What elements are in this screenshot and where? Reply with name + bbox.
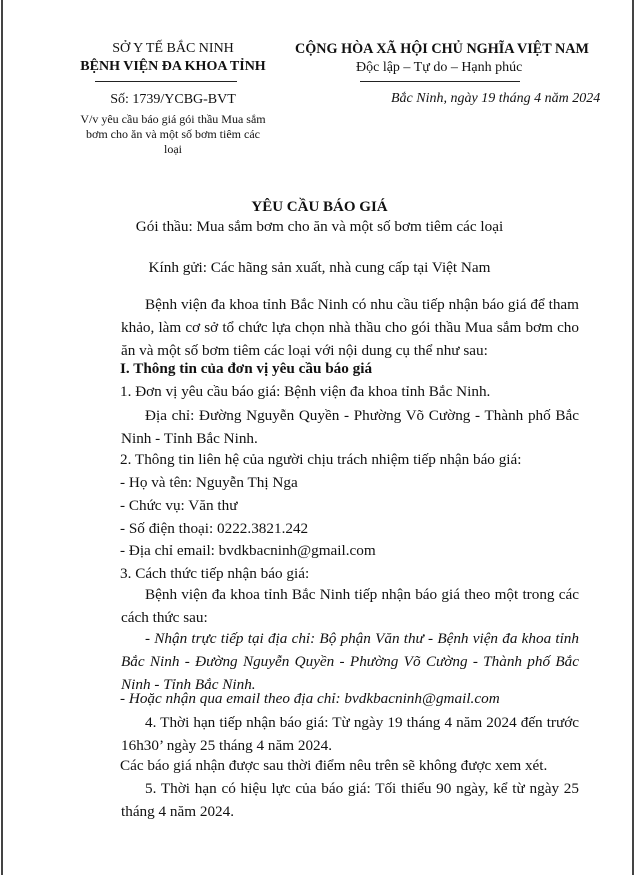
agency-parent: SỞ Y TẾ BẮC NINH <box>112 41 234 56</box>
motto-underline <box>360 81 520 82</box>
item-5: 5. Thời hạn có hiệu lực của báo giá: Tối thiểu 90 ngày, kể từ ngày 25 tháng 4 năm 2024. <box>121 780 579 820</box>
item-4-note: Các báo giá nhận được sau thời điểm nêu trên sẽ không được xem xét. <box>120 757 548 774</box>
intro-paragraph: Bệnh viện đa khoa tỉnh Bắc Ninh có nhu cầu tiếp nhận báo giá để tham khảo, làm cơ sở tổ chức lựa chọn nhà thầu cho gói thầu Mua sắm bơm cho ăn và một số bơm tiêm các loại với nội dung cụ thể như sau: <box>121 296 579 359</box>
subject-line-2: bơm cho ăn và một số bơm tiêm các <box>86 127 260 141</box>
contact-phone: - Số điện thoại: 0222.3821.242 <box>120 520 309 537</box>
national-title: CỘNG HÒA XÃ HỘI CHỦ NGHĨA VIỆT NAM <box>295 41 589 57</box>
contact-email: - Địa chỉ email: bvdkbacninh@gmail.com <box>120 542 376 559</box>
date-place: Bắc Ninh, ngày 19 tháng 4 năm 2024 <box>391 91 601 106</box>
subject-line-1: V/v yêu cầu báo giá gói thầu Mua sắm <box>80 112 266 126</box>
contact-position: - Chức vụ: Văn thư <box>120 497 238 514</box>
section-1-heading: I. Thông tin của đơn vị yêu cầu báo giá <box>120 360 373 377</box>
contact-name: - Họ và tên: Nguyễn Thị Nga <box>120 474 298 491</box>
recipient: Kính gửi: Các hãng sản xuất, nhà cung cấp tại Việt Nam <box>148 259 491 276</box>
agency-underline <box>95 81 237 82</box>
item-4: 4. Thời hạn tiếp nhận báo giá: Từ ngày 19 tháng 4 năm 2024 đến trước 16h30’ ngày 25 tháng 4 năm 2024. <box>121 714 579 754</box>
item-2: 2. Thông tin liên hệ của người chịu trách nhiệm tiếp nhận báo giá: <box>120 451 522 468</box>
item-1: 1. Đơn vị yêu cầu báo giá: Bệnh viện đa khoa tỉnh Bắc Ninh. <box>120 383 491 400</box>
agency-name: BỆNH VIỆN ĐA KHOA TỈNH <box>80 59 266 74</box>
method-direct: - Nhận trực tiếp tại địa chỉ: Bộ phận Văn thư - Bệnh viện đa khoa tỉnh Bắc Ninh - Đường Nguyễn Quyền - Phường Võ Cường - Thành phố Bắc Ninh - Tỉnh Bắc Ninh. <box>121 630 579 693</box>
national-motto: Độc lập – Tự do – Hạnh phúc <box>356 60 523 75</box>
document-page <box>1 0 634 875</box>
item-3-description: Bệnh viện đa khoa tỉnh Bắc Ninh tiếp nhận báo giá theo một trong các cách thức sau: <box>121 586 579 626</box>
item-3: 3. Cách thức tiếp nhận báo giá: <box>120 565 310 582</box>
package-name: Gói thầu: Mua sắm bơm cho ăn và một số bơm tiêm các loại <box>135 218 504 235</box>
subject-line-3: loại <box>164 142 182 156</box>
doc-title: YÊU CẦU BÁO GIÁ <box>251 199 388 215</box>
method-email: - Hoặc nhận qua email theo địa chỉ: bvdkbacninh@gmail.com <box>120 690 500 707</box>
address: Địa chỉ: Đường Nguyễn Quyền - Phường Võ Cường - Thành phố Bắc Ninh - Tỉnh Bắc Ninh. <box>121 407 579 447</box>
doc-number: Số: 1739/YCBG-BVT <box>110 92 236 107</box>
